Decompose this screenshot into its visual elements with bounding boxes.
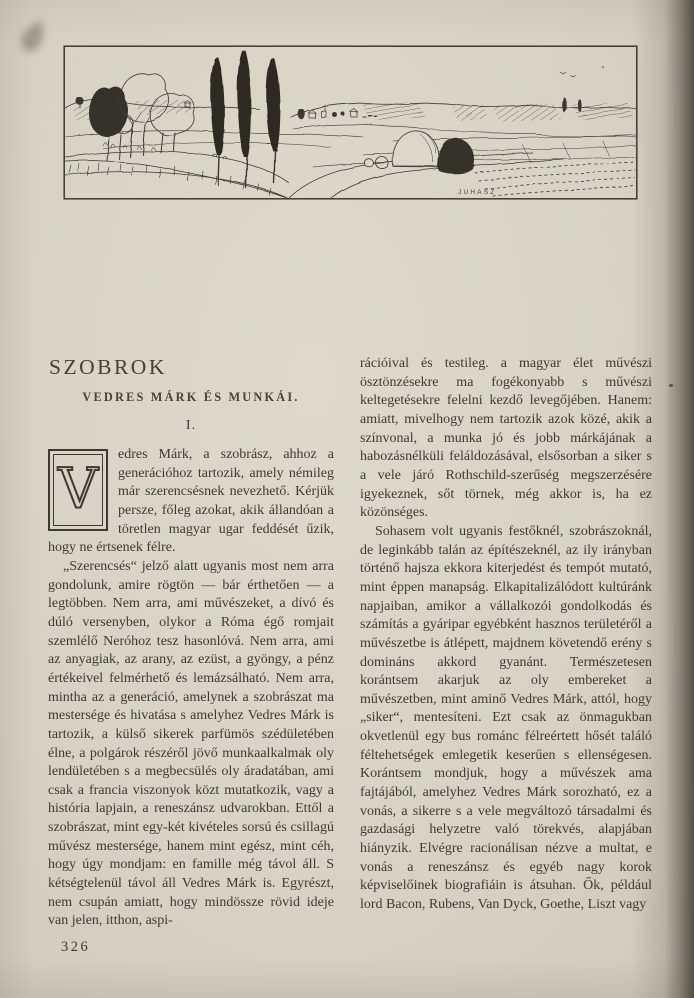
article-subtitle: VEDRES MÁRK ÉS MUNKÁI.: [82, 390, 300, 404]
illustration-art: [65, 50, 636, 198]
paragraph: Sohasem volt ugyanis festőknél, szobrászoknál, de leginkább talán az építészeknél, az ily irányban történő hajsza ekkora kiterjedést és tempót mutató, mint éppen manapság. Elkapitalizálódott kultúránk napjaiban, amikor a vállalkozói gondolkodás és számítás a gyáripar egyébként hasznos területéről a művészetbe is átlépett, majdnem követendő erény s domináns akkord gyanánt. Természetesen korántsem akarjuk az oly embereket a művészetben, mint aminő Vedres Márk, attól, hogy „siker“, mentesíteni. Ezt csak az önmagukban okvetlenül egy bus románc félreértett hősét találó féltehetségek emlegetik keserűen s ellenségesen. Korántsem mondjuk, hogy a művészek ama fajtájából, amelyhez Vedres Márk sorozható, ez a vonás, a sikerre s a vele megváltozó társadalmi és gazdasági helyzetre való törekvés, alapjában hiányzik. Elvégre racionálisan nézve a multat, e vonás a reneszánsz és egyéb nagy korok képviselőinek biografiáin is átsuhan. Ők, például lord Bacon, Rubens, Van Dyck, Goethe, Liszt vagy: [360, 523, 652, 913]
article-title: SZOBROK: [49, 355, 167, 379]
paper-speck: [669, 384, 673, 387]
drop-cap-initial: [48, 449, 108, 531]
headpiece-illustration: [63, 45, 638, 200]
paragraph: edres Márk, a szobrász, ahhoz a generációhoz tartozik, amely némileg már szerencsésnek nevezhető. Kérjük persze, főleg azokat, akik állandóan a töretlen magyar ugar feddését űzik, hogy ne értsenek félre.: [48, 447, 334, 556]
landscape-drawing: [63, 45, 638, 200]
svg-text:V: V: [58, 459, 98, 521]
illustration-frame: [64, 46, 637, 199]
drop-cap-letter: [55, 459, 101, 521]
right-column: [360, 355, 652, 956]
paragraph: „Szerencsés“ jelző alatt ugyanis most nem arra gondolunk, amire rögtön — bár érthetően — a legtöbben. Nem arra, ami művészeket, a dívó és dúló versenyben, olykor a Róma égő romjait szemlélő Neróhoz tesz hasonlóvá. Nem arra, ami az anyagiak, az arany, az ezüst, a gyöngy, a pénz értékeivel felmérhető és lemázsálható. Nem arra, mintha az a generáció, amelynek a szobrászat ma mestersége és hivatása s amelyhez Vedres Márk is tartozik, a külső sikerek parfümös szédületében élne, a polgárok részéről jövő munkaalkalmak oly lendületében s a megbecsülés oly áradatában, ami csak a francia viszonyok közt mutatkozik, vagy a história lapjain, a reneszánsz udvarokban. Ettől a szobrászat, mint egy-két kivételes sorsú és csillagú művész mestersége, hanem mint egész, mint céh, hogy úgy mondjam: en famille még távol áll. S kétségtelenül távol áll Vedres Márk is. Egyrészt, nem csupán amiatt, hogy mindössze rövid ideje van jelen, itthon, aspi-: [48, 558, 334, 929]
section-numeral: I.: [185, 418, 197, 433]
article-body: [48, 355, 652, 956]
left-column: [48, 355, 334, 956]
page-number: 326: [61, 939, 91, 956]
book-gutter-shadow: [664, 0, 694, 998]
drop-cap-frame: [53, 454, 103, 526]
paragraph: rációival és testileg. a magyar élet művészi ösztönzésekre ma fogékonyabb s művészi keltegetésekre felelni kezdő levegőjében. Hanem: amiatt, mivelhogy nem tartozik azok közé, akik a színvonal, a munka jó és jobb márkájának a habozásnélküli feláldozásával, elsősorban a siker s a vele járó Rothschild-szerűség megszerzésére igyekeznek, sőt törnek, még akkor is, ha ez közönséges.: [360, 356, 652, 521]
artist-signature: JUHASZ: [458, 189, 497, 196]
